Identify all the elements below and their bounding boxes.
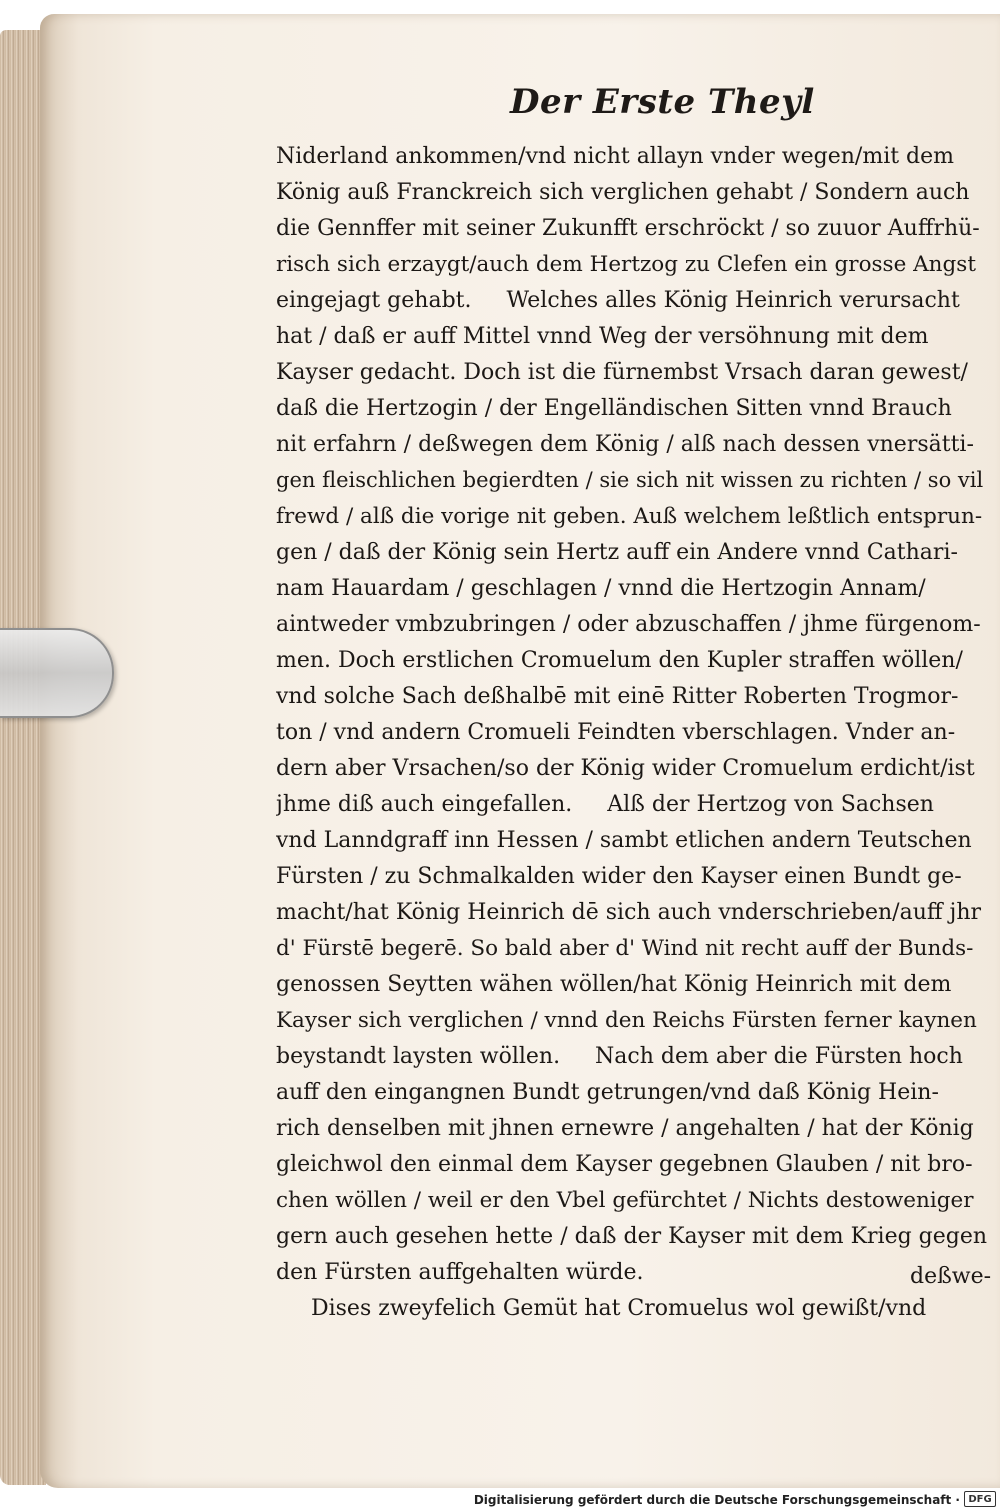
text-block (276, 144, 988, 1321)
dfg-logo-icon: DFG (964, 1491, 996, 1507)
text-line: daß die Hertzogin / der Engelländischen Sitten vnnd Brauch (276, 396, 952, 421)
text-line: vnd Lanndgraff inn Hessen / sambt etlichen andern Teutschen (276, 828, 972, 853)
text-line: nit erfahrn / deßwegen dem König / alß nach dessen vnersätti- (276, 432, 974, 457)
text-line: men. Doch erstlichen Cromuelum den Kupler straffen wöllen/ (276, 648, 963, 673)
text-line: jhme diß auch eingefallen. Alß der Hertzog von Sachsen (276, 792, 934, 817)
text-line: Fürsten / zu Schmalkalden wider den Kayser einen Bundt ge- (276, 864, 962, 889)
text-line: König auß Franckreich sich verglichen gehabt / Sondern auch (276, 180, 970, 205)
text-line: risch sich erzaygt/auch dem Hertzog zu Clefen ein grosse Angst (276, 252, 976, 277)
text-line: hat / daß er auff Mittel vnnd Weg der versöhnung mit dem (276, 324, 929, 349)
text-line: vnd solche Sach deßhalbē mit einē Ritter Roberten Trogmor- (276, 684, 959, 709)
footer-credit: Digitalisierung gefördert durch die Deutsche Forschungsgemeinschaft · (473, 1493, 960, 1507)
page-clip-icon (0, 628, 114, 718)
running-head: Der Erste Theyl (510, 82, 815, 122)
text-line: rich denselben mit jhnen ernewre / angehalten / hat der König (276, 1116, 974, 1141)
text-line: den Fürsten auffgehalten würde. (276, 1260, 644, 1285)
text-line: auff den eingangnen Bundt getrungen/vnd daß König Hein- (276, 1080, 939, 1105)
text-line: beystandt laysten wöllen. Nach dem aber die Fürsten hoch (276, 1044, 963, 1069)
text-line: Kayser sich verglichen / vnnd den Reichs Fürsten ferner kaynen (276, 1008, 977, 1033)
text-line: nam Hauardam / geschlagen / vnnd die Hertzogin Annam/ (276, 576, 926, 601)
text-line: Dises zweyfelich Gemüt hat Cromuelus wol gewißt/vnd (276, 1296, 927, 1321)
text-line: gleichwol den einmal dem Kayser gegebnen Glauben / nit bro- (276, 1152, 973, 1177)
text-line: genossen Seytten wähen wöllen/hat König Heinrich mit dem (276, 972, 952, 997)
text-line: aintweder vmbzubringen / oder abzuschaffen / jhme fürgenom- (276, 612, 981, 637)
footer-bar (0, 1488, 1000, 1512)
text-line: macht/hat König Heinrich dē sich auch vnderschrieben/auff jhr (276, 900, 981, 925)
text-line: Niderland ankommen/vnd nicht allayn vnder wegen/mit dem (276, 144, 955, 169)
text-line: eingejagt gehabt. Welches alles König Heinrich verursacht (276, 288, 960, 313)
text-line: d' Fürstē begerē. So bald aber d' Wind nit recht auff der Bunds- (276, 936, 974, 961)
catchword: deßwe- (910, 1264, 992, 1289)
text-line: gern auch gesehen hette / daß der Kayser mit dem Krieg gegen (276, 1224, 988, 1249)
text-line: dern aber Vrsachen/so der König wider Cromuelum erdicht/ist (276, 756, 975, 781)
text-line: chen wöllen / weil er den Vbel gefürchtet / Nichts destoweniger (276, 1188, 974, 1213)
text-line: Kayser gedacht. Doch ist die fürnembst Vrsach daran gewest/ (276, 360, 968, 385)
text-line: frewd / alß die vorige nit geben. Auß welchem leßtlich entsprun- (276, 504, 983, 529)
text-line: gen / daß der König sein Hertz auff ein Andere vnnd Cathari- (276, 540, 958, 565)
text-line: gen fleischlichen begierdten / sie sich nit wissen zu richten / so vil (276, 468, 984, 492)
text-line: ton / vnd andern Cromueli Feindten vberschlagen. Vnder an- (276, 720, 956, 745)
text-line: die Gennffer mit seiner Zukunfft erschröckt / so zuuor Auffrhü- (276, 216, 980, 241)
